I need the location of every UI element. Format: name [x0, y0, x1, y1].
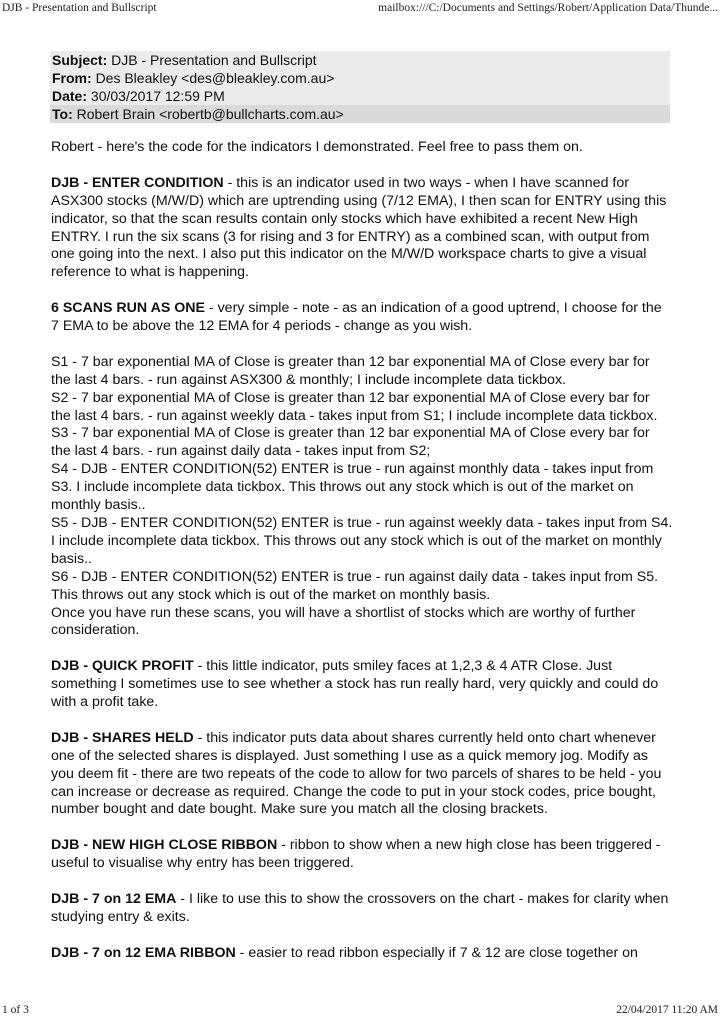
scan-s4: S4 - DJB - ENTER CONDITION(52) ENTER is true - run against monthly data - takes input from S3. I include incomplete data tickbox. This throws out any stock which is out of the market on monthly basis.. [51, 461, 654, 514]
subject-row [50, 51, 670, 69]
to-label: To: [52, 106, 73, 122]
ema-paragraph [51, 891, 673, 927]
enter-condition-text: - this is an indicator used in two ways - when I have scanned for ASX300 stocks (M/W/D) which are uptrending using (7/12 EMA), I then scan for ENTRY using this indicator, so that the scan results contain only stocks which have exhibited a recent New High ENTRY. I run the six scans (3 for rising and 3 for ENTRY) as a combined scan, with output from one going into the next. I also put this indicator on the M/W/D workspace charts to give a visual reference to what is happening. [51, 174, 667, 281]
ema-title: DJB - 7 on 12 EMA [51, 890, 177, 907]
scan-s1: S1 - 7 bar exponential MA of Close is greater than 12 bar exponential MA of Close every bar for the last 4 bars. - run against ASX300 & monthly; I include incomplete data tickbox. [51, 353, 650, 388]
print-header-url: mailbox:///C:/Documents and Settings/Robert/Application Data/Thunde... [378, 2, 718, 14]
scans-text: - very simple - note - as an indication of a good uptrend, I choose for the 7 EMA to be above the 12 EMA for 4 periods - change as you wish. [51, 300, 662, 335]
from-label: From: [52, 70, 92, 86]
quick-profit-paragraph [51, 658, 673, 712]
scans-title: 6 SCANS RUN AS ONE [51, 300, 205, 317]
print-footer [0, 1002, 720, 1018]
ribbon-paragraph [51, 837, 673, 873]
email-body [51, 139, 673, 980]
subject-value: DJB - Presentation and Bullscript [111, 52, 317, 68]
quick-profit-text: - this little indicator, puts smiley faces at 1,2,3 & 4 ATR Close. Just something I sometimes use to see whether a stock has run really hard, very quickly and could do with a profit take. [51, 658, 659, 711]
shares-held-text: - this indicator puts data about shares currently held onto chart whenever one of the selected shares is displayed. Just something I use as a quick memory jog. Modify as you deem fit - there are two repeats of the code to allow for two parcels of shares to be held - you can increase or decrease as required. Change the code to put in your stock codes, price bought, number bought and date bought. Make sure you match all the closing brackets. [51, 729, 662, 818]
date-value: 30/03/2017 12:59 PM [90, 88, 225, 104]
intro-paragraph: Robert - here's the code for the indicators I demonstrated. Feel free to pass them on. [51, 139, 583, 155]
quick-profit-title: DJB - QUICK PROFIT [51, 658, 194, 675]
date-row [50, 87, 670, 105]
ema-ribbon-paragraph [51, 945, 673, 963]
scan-s2: S2 - 7 bar exponential MA of Close is greater than 12 bar exponential MA of Close every bar for the last 4 bars. - run against weekly data - takes input from S1; I include incomplete data tickbox. [51, 389, 658, 424]
from-value: Des Bleakley <des@bleakley.com.au> [95, 70, 335, 86]
ema-text: - I like to use this to show the crossovers on the chart - makes for clarity when studying entry & exits. [51, 890, 669, 925]
from-row [50, 69, 670, 87]
scan-s3: S3 - 7 bar exponential MA of Close is greater than 12 bar exponential MA of Close every bar for the last 4 bars. - run against daily data - takes input from S2; [51, 425, 650, 460]
scan-s5: S5 - DJB - ENTER CONDITION(52) ENTER is true - run against weekly data - takes input from S4. I include incomplete data tickbox. This throws out any stock which is out of the market on monthly basis.. [51, 514, 673, 567]
ema-ribbon-text: - easier to read ribbon especially if 7 & 12 are close together on [235, 944, 638, 961]
to-row [50, 105, 670, 123]
enter-condition-paragraph [51, 175, 673, 282]
to-value: Robert Brain <robertb@bullcharts.com.au> [76, 106, 344, 122]
scans-paragraph [51, 300, 673, 336]
page-number: 1 of 3 [2, 1004, 29, 1016]
print-header-title: DJB - Presentation and Bullscript [2, 2, 157, 14]
print-timestamp: 22/04/2017 11:20 AM [616, 1004, 718, 1016]
subject-label: Subject: [52, 52, 108, 68]
ema-ribbon-title: DJB - 7 on 12 EMA RIBBON [51, 944, 236, 961]
date-label: Date: [52, 88, 88, 104]
print-header [0, 0, 720, 16]
scans-conclusion: Once you have run these scans, you will have a shortlist of stocks which are worthy of further consideration. [51, 604, 636, 639]
shares-held-paragraph [51, 730, 673, 820]
enter-condition-title: DJB - ENTER CONDITION [51, 174, 224, 191]
scan-s6: S6 - DJB - ENTER CONDITION(52) ENTER is true - run against daily data - takes input from S5. This throws out any stock which is out of the market on monthly basis. [51, 568, 659, 603]
email-headers [50, 51, 670, 123]
ribbon-text: - ribbon to show when a new high close has been triggered - useful to visualise why entry has been triggered. [51, 837, 661, 872]
ribbon-title: DJB - NEW HIGH CLOSE RIBBON [51, 837, 278, 854]
shares-held-title: DJB - SHARES HELD [51, 729, 194, 746]
